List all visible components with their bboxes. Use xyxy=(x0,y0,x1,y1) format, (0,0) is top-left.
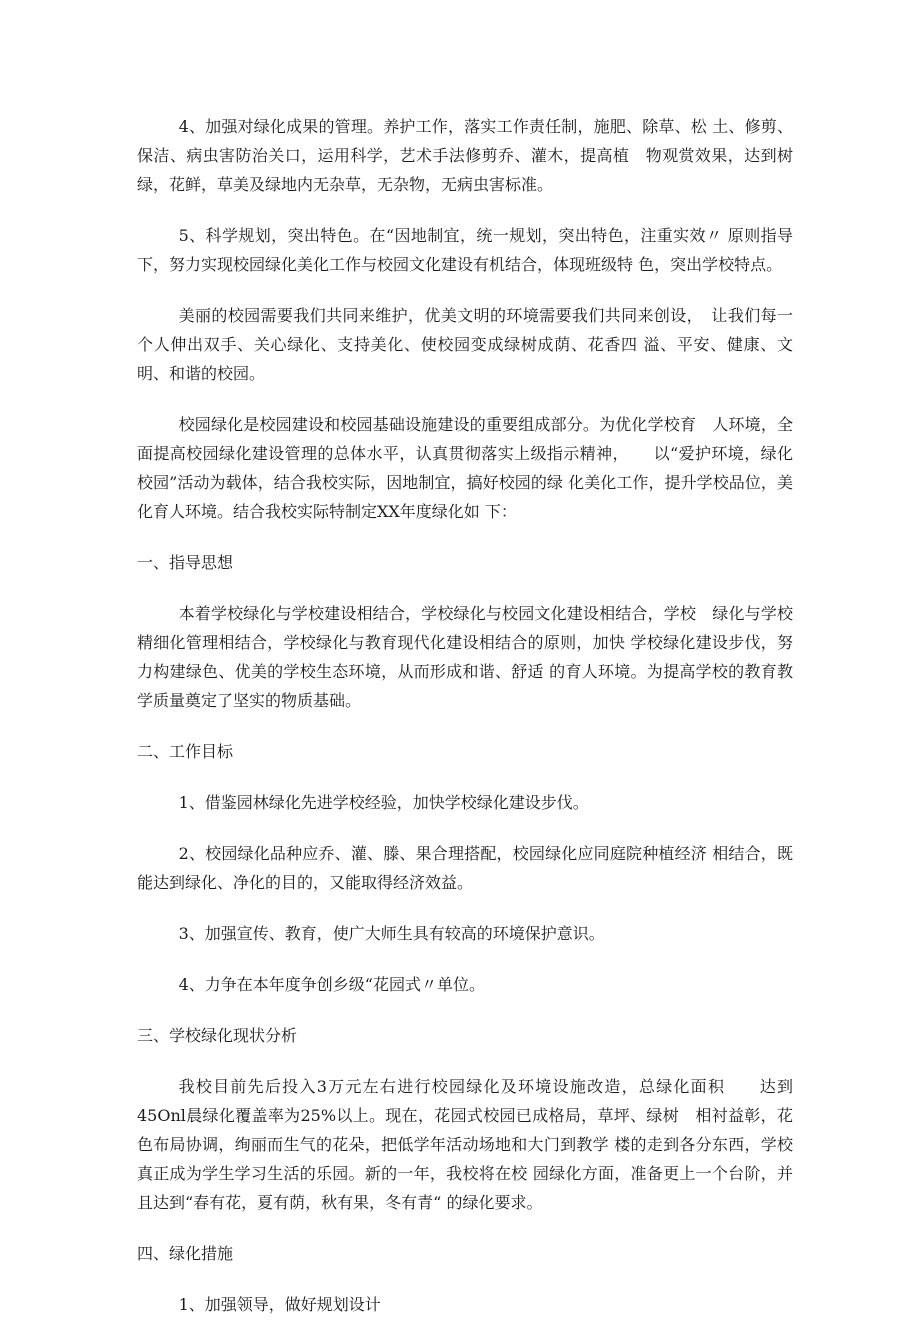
goal-item-3: 3、加强宣传、教育，使广大师生具有较高的环境保护意识。 xyxy=(178,924,605,943)
goal-item-1: 1、借鉴园林绿化先进学校经验，加快学校绿化建设步伐。 xyxy=(178,793,589,812)
paragraph-guiding-ideology: 本着学校绿化与学校建设相结合，学校绿化与校园文化建设相结合，学校 绿化与学校精细化管理相结合，学校绿化与教育现代化建设相结合的原则，加快 学校绿化建设步伐，努力构建绿色、优美的学校生态环境，从而形成和谐、舒适 的育人环境。为提高学校的教育教学质量奠定了坚实的物质基础。 xyxy=(137,604,793,710)
paragraph-status-analysis: 我校目前先后投入3万元左右进行校园绿化及环境设施改造，总绿化面积 达到45Onl晨绿化覆盖率为25%以上。现在，花园式校园已成格局，草坪、绿树 相衬益彰，花色布局协调，绚丽而生气的花朵，把低学年活动场地和大门到教学 楼的走到各分东西，学校真正成为学生学习生活的乐园。新的一年，我校将在校 园绿化方面，准备更上一个台阶，并且达到“春有花，夏有荫，秋有果，冬有青“ 的绿化要求。 xyxy=(137,1077,793,1212)
document-body xyxy=(137,112,793,1341)
goal-item-2: 2、校园绿化品种应乔、灌、滕、果合理搭配，校园绿化应同庭院种植经济 相结合，既能达到绿化、净化的目的，又能取得经济效益。 xyxy=(137,844,793,892)
paragraph-greening-management: 4、加强对绿化成果的管理。养护工作，落实工作责任制，施肥、除草、松 土、修剪、保洁、病虫害防治关口，运用科学，艺术手法修剪乔、灌木，提高植 物观赏效果，达到树绿，花鲜，草美及绿地内无杂草，无杂物，无病虫害标准。 xyxy=(137,117,793,194)
section-heading-measures: 四、绿化措施 xyxy=(137,1244,234,1263)
goal-item-4: 4、力争在本年度争创乡级“花园式〃单位。 xyxy=(178,975,485,994)
paragraph-beautiful-campus: 美丽的校园需要我们共同来维护，优美文明的环境需要我们共同来创设， 让我们每一个人伸出双手、关心绿化、支持美化、使校园变成绿树成荫、花香四 溢、平安、健康、文明、和谐的校园。 xyxy=(137,306,793,383)
paragraph-introduction: 校园绿化是校园建设和校园基础设施建设的重要组成部分。为优化学校育 人环境，全面提高校园绿化建设管理的总体水平，认真贯彻落实上级指示精神， 以“爱护环境，绿化校园”活动为载体，结合我校实际，因地制宜，搞好校园的绿 化美化工作，提升学校品位，美化育人环境。结合我校实际特制定XX年度绿化如 下： xyxy=(137,415,793,521)
paragraph-scientific-planning: 5、科学规划，突出特色。在“因地制宜，统一规划，突出特色，注重实效〃 原则指导下，努力实现校园绿化美化工作与校园文化建设有机结合，体现班级特 色，突出学校特点。 xyxy=(137,226,793,274)
section-heading-guiding-ideology: 一、指导思想 xyxy=(137,553,234,572)
measure-item-1: 1、加强领导，做好规划设计 xyxy=(178,1295,381,1314)
section-heading-work-goals: 二、工作目标 xyxy=(137,742,234,761)
section-heading-status-analysis: 三、学校绿化现状分析 xyxy=(137,1026,298,1045)
